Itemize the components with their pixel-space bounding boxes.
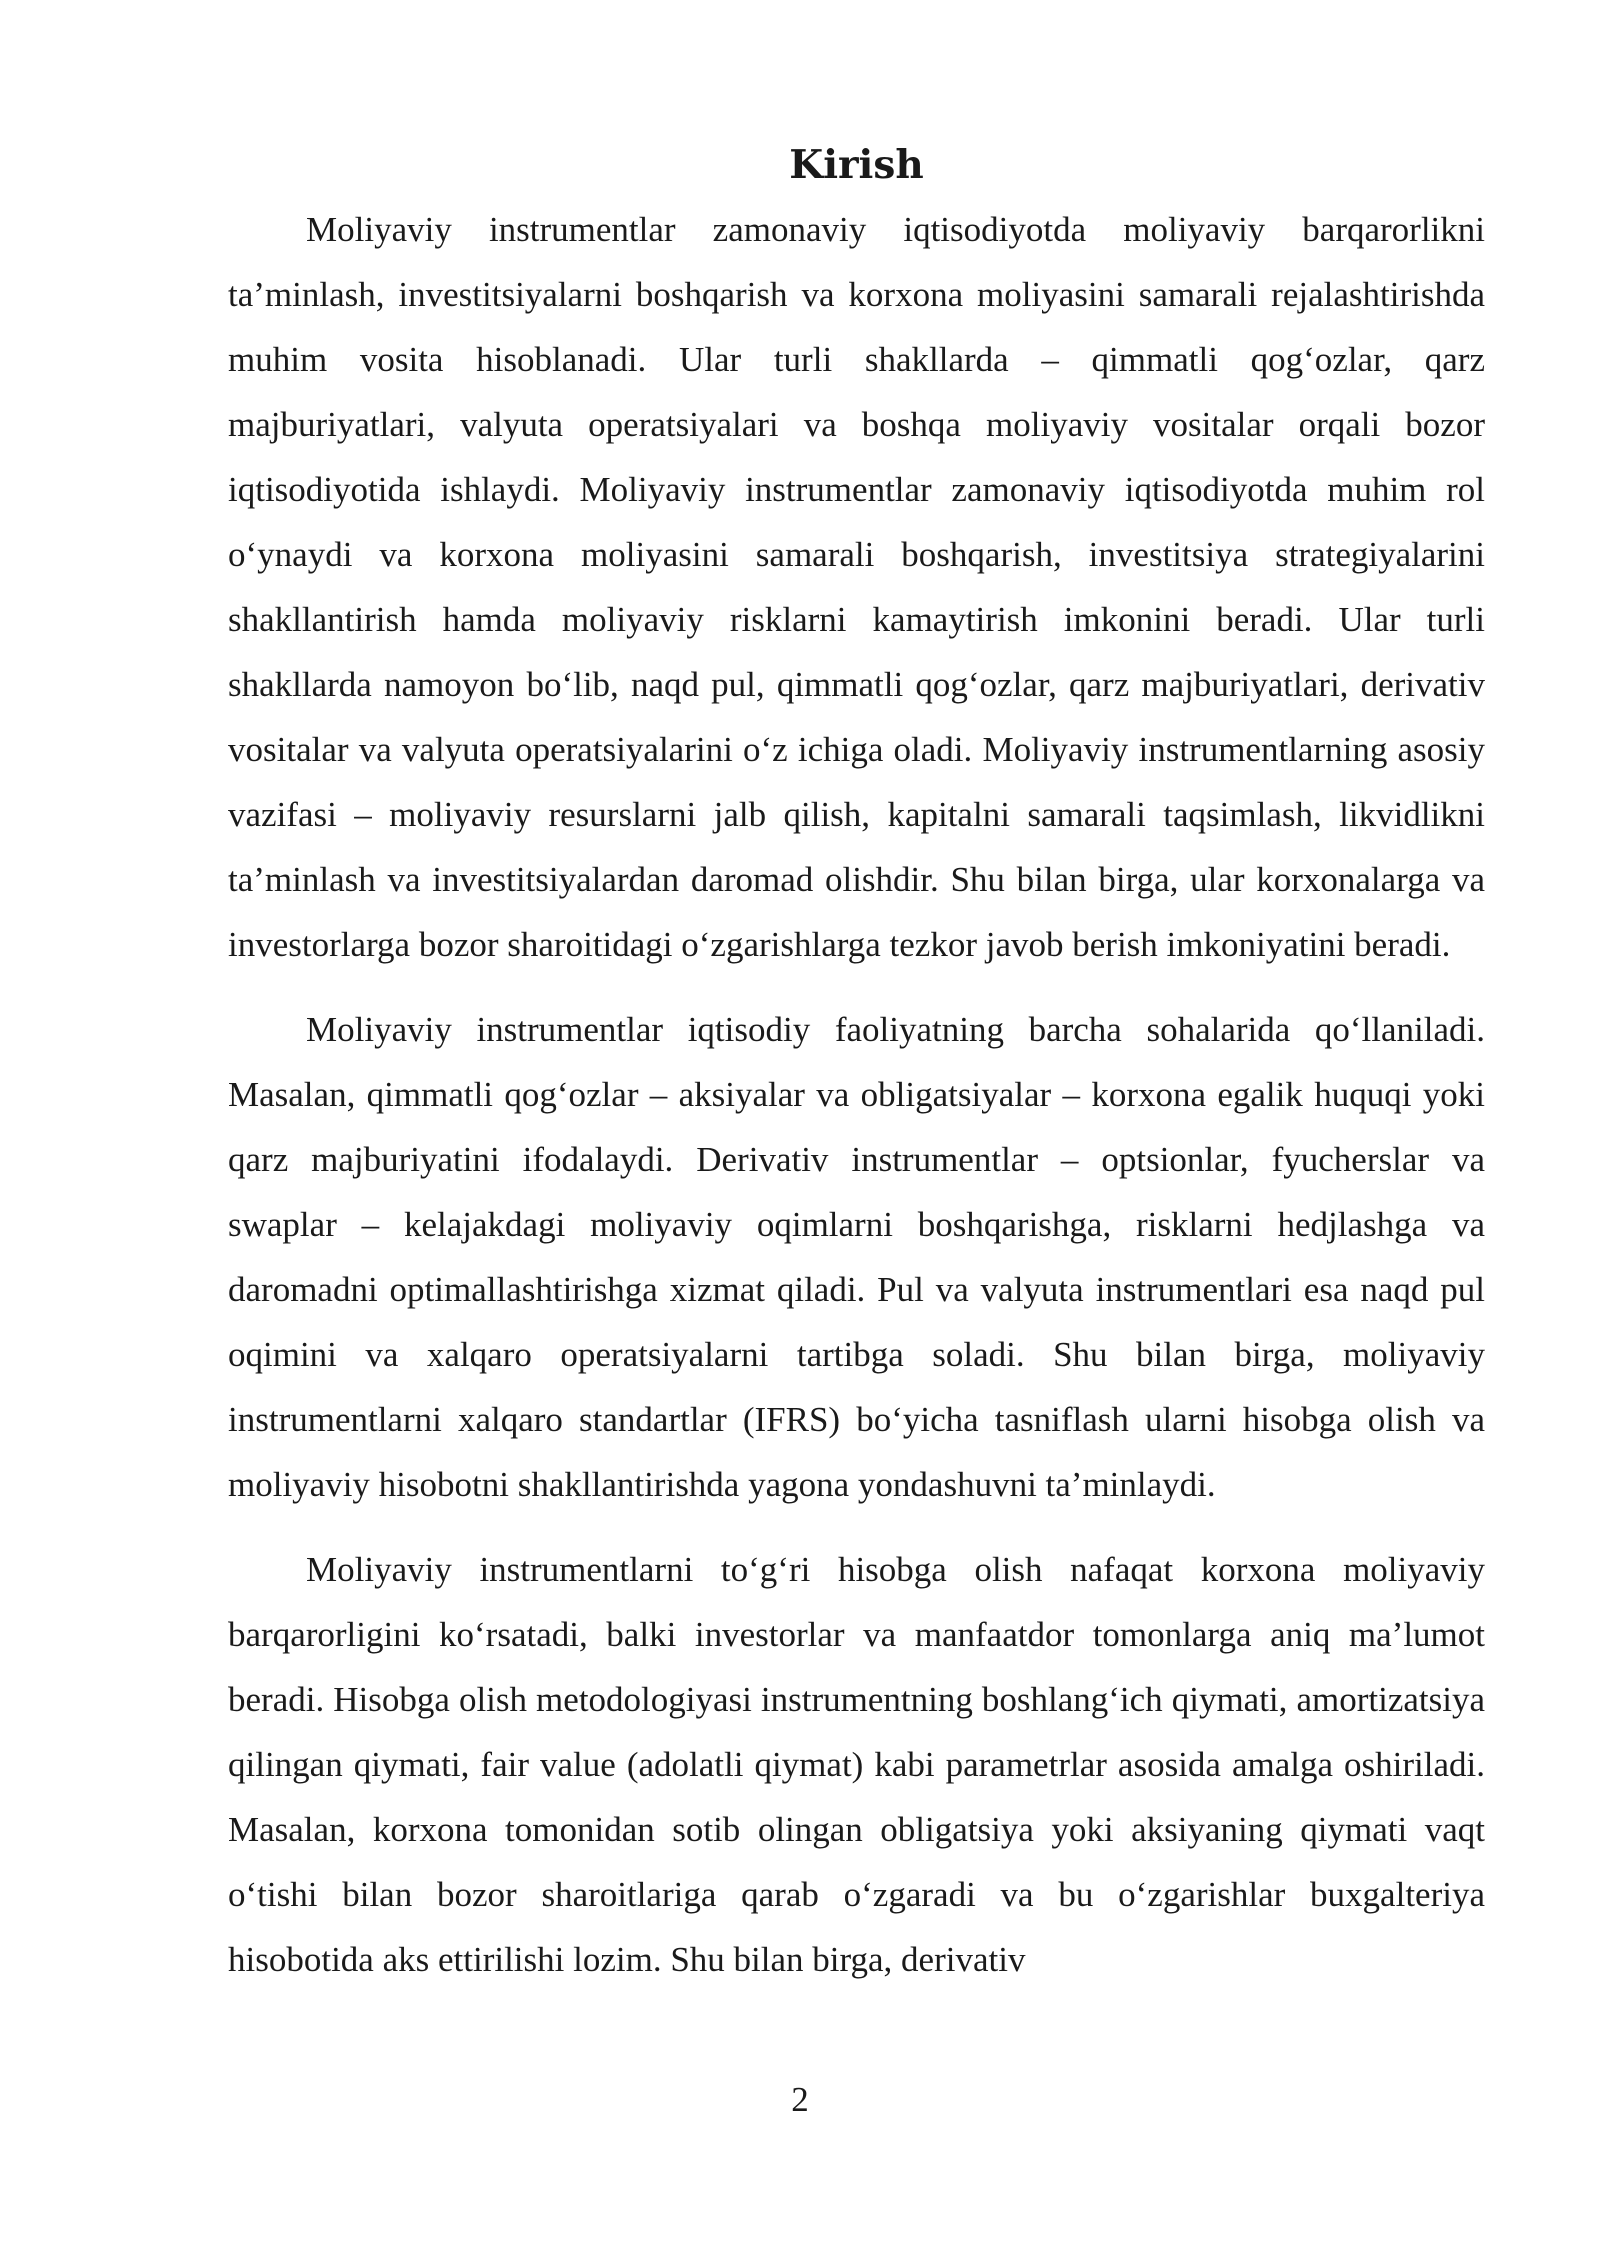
page-number: 2 [791,2080,809,2119]
paragraph-1: Moliyaviy instrumentlar zamonaviy iqtisodiyotda moliyaviy barqarorlikni ta’minlash, investitsiyalarni boshqarish va korxona moliyasini samarali rejalashtirishda muhim vosita hisoblanadi. Ular turli shakllarda – qimmatli qog‘ozlar, qarz majburiyatlari, valyuta operatsiyalari va boshqa moliyaviy vositalar orqali bozor iqtisodiyotida ishlaydi. Moliyaviy instrumentlar zamonaviy iqtisodiyotda muhim rol o‘ynaydi va korxona moliyasini samarali boshqarish, investitsiya strategiyalarini shakllantirish hamda moliyaviy risklarni kamaytirish imkonini beradi. Ular turli shakllarda namoyon bo‘lib, naqd pul, qimmatli qog‘ozlar, qarz majburiyatlari, derivativ vositalar va valyuta operatsiyalarini o‘z ichiga oladi. Moliyaviy instrumentlarning asosiy vazifasi – moliyaviy resurslarni jalb qilish, kapitalni samarali taqsimlash, likvidlikni ta’minlash va investitsiyalardan daromad olishdir. Shu bilan birga, ular korxonalarga va investorlarga bozor sharoitidagi o‘zgarishlarga tezkor javob berish imkoniyatini beradi. [228,209,1485,964]
document-page [228,140,1485,2012]
section-title: Kirish [789,142,924,188]
paragraph-2: Moliyaviy instrumentlar iqtisodiy faoliyatning barcha sohalarida qo‘llaniladi. Masalan, qimmatli qog‘ozlar – aksiyalar va obligatsiyalar – korxona egalik huquqi yoki qarz majburiyatini ifodalaydi. Derivativ instrumentlar – optsionlar, fyucherslar va swaplar – kelajakdagi moliyaviy oqimlarni boshqarishga, risklarni hedjlashga va daromadni optimallashtirishga xizmat qiladi. Pul va valyuta instrumentlari esa naqd pul oqimini va xalqaro operatsiyalarni tartibga soladi. Shu bilan birga, moliyaviy instrumentlarni xalqaro standartlar (IFRS) bo‘yicha tasniflash ularni hisobga olish va moliyaviy hisobotni shakllantirishda yagona yondashuvni ta’minlaydi. [228,1009,1485,1504]
paragraph-3: Moliyaviy instrumentlarni to‘g‘ri hisobga olish nafaqat korxona moliyaviy barqarorligini ko‘rsatadi, balki investorlar va manfaatdor tomonlarga aniq ma’lumot beradi. Hisobga olish metodologiyasi instrumentning boshlang‘ich qiymati, amortizatsiya qilingan qiymati, fair value (adolatli qiymat) kabi parametrlar asosida amalga oshiriladi. Masalan, korxona tomonidan sotib olingan obligatsiya yoki aksiyaning qiymati vaqt o‘tishi bilan bozor sharoitlariga qarab o‘zgaradi va bu o‘zgarishlar buxgalteriya hisobotida aks ettirilishi lozim. Shu bilan birga, derivativ [228,1549,1485,1979]
